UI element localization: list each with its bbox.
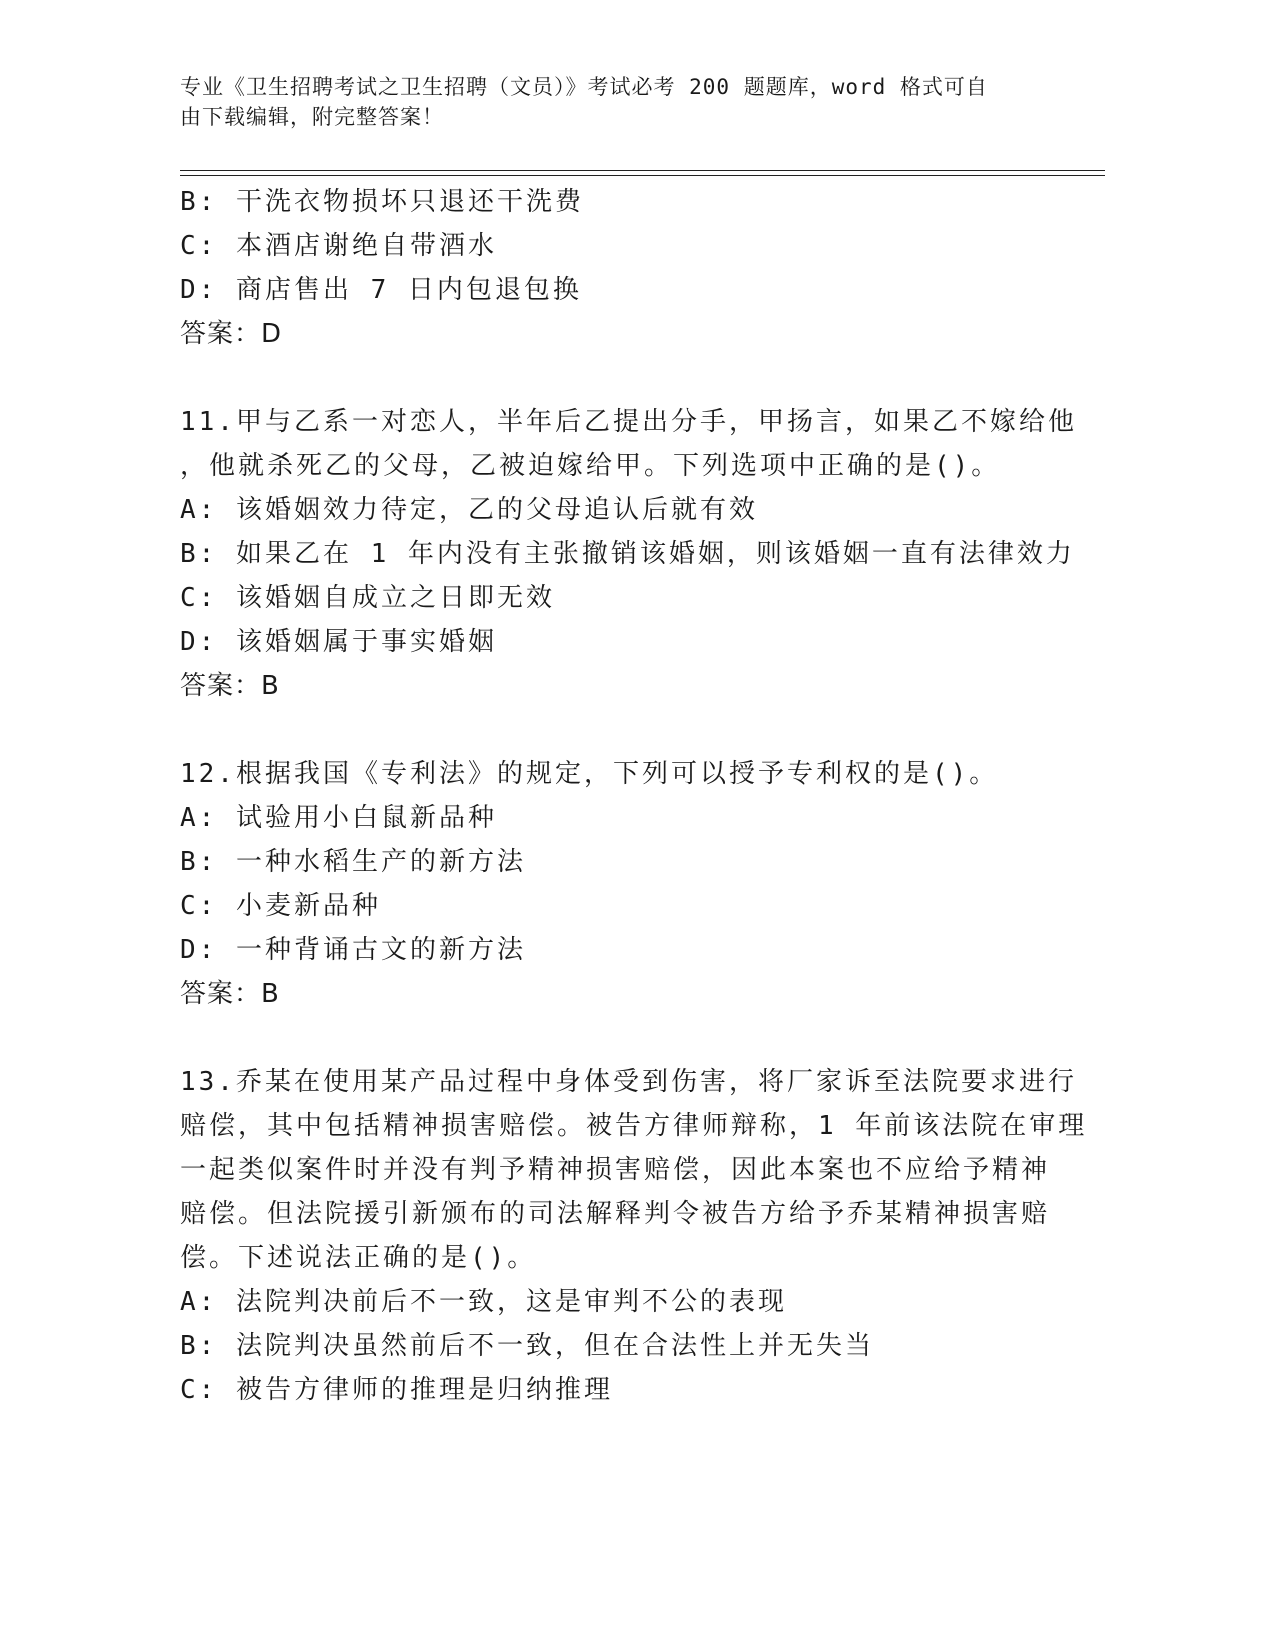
question-spacer xyxy=(180,356,1060,400)
option-d: D: 一种背诵古文的新方法 xyxy=(180,935,526,965)
document-header xyxy=(180,72,1040,132)
header-line-1: 专业《卫生招聘考试之卫生招聘（文员）》考试必考 200 题题库，word 格式可自 xyxy=(180,75,988,99)
option-a: A: 该婚姻效力待定，乙的父母追认后就有效 xyxy=(180,495,758,525)
option-c: C: 小麦新品种 xyxy=(180,891,381,921)
question-13 xyxy=(180,1060,1088,1412)
question-stem-line: 11.甲与乙系一对恋人，半年后乙提出分手，甲扬言，如果乙不嫁给他 xyxy=(180,407,1077,437)
option-c: C: 该婚姻自成立之日即无效 xyxy=(180,583,555,613)
question-stem-line: 赔偿，其中包括精神损害赔偿。被告方律师辩称，1 年前该法院在审理 xyxy=(180,1111,1088,1141)
header-line-2: 由下载编辑，附完整答案！ xyxy=(180,105,444,129)
option-b: B: 一种水稻生产的新方法 xyxy=(180,847,526,877)
answer-line: 答案：B xyxy=(180,979,280,1009)
question-stem-line: ，他就杀死乙的父母，乙被迫嫁给甲。下列选项中正确的是()。 xyxy=(180,451,1001,481)
option-d: D: 该婚姻属于事实婚姻 xyxy=(180,627,497,657)
option-c: C: 被告方律师的推理是归纳推理 xyxy=(180,1375,613,1405)
question-stem-line: 偿。下述说法正确的是()。 xyxy=(180,1243,537,1273)
option-d: D: 商店售出 7 日内包退包换 xyxy=(180,275,582,305)
option-b: B: 如果乙在 1 年内没有主张撤销该婚姻，则该婚姻一直有法律效力 xyxy=(180,539,1075,569)
answer-line: 答案：B xyxy=(180,671,280,701)
option-b: B: 法院判决虽然前后不一致，但在合法性上并无失当 xyxy=(180,1331,874,1361)
question-12 xyxy=(180,752,1060,1016)
question-11 xyxy=(180,400,1077,708)
question-spacer xyxy=(180,708,1060,752)
answer-line: 答案：D xyxy=(180,319,283,349)
question-stem-line: 赔偿。但法院援引新颁布的司法解释判令被告方给予乔某精神损害赔 xyxy=(180,1199,1051,1229)
option-a: A: 试验用小白鼠新品种 xyxy=(180,803,497,833)
question-10 xyxy=(180,180,1060,356)
question-spacer xyxy=(180,1016,1060,1060)
question-stem-line: 一起类似案件时并没有判予精神损害赔偿，因此本案也不应给予精神 xyxy=(180,1155,1051,1185)
option-a: A: 法院判决前后不一致，这是审判不公的表现 xyxy=(180,1287,787,1317)
header-divider-bottom xyxy=(180,175,1105,176)
question-list xyxy=(180,180,1088,1412)
question-stem-line: 13.乔某在使用某产品过程中身体受到伤害，将厂家诉至法院要求进行 xyxy=(180,1067,1077,1097)
option-c: C: 本酒店谢绝自带酒水 xyxy=(180,231,497,261)
question-stem-line: 12.根据我国《专利法》的规定，下列可以授予专利权的是()。 xyxy=(180,759,999,789)
option-b: B: 干洗衣物损坏只退还干洗费 xyxy=(180,187,584,217)
header-divider-top xyxy=(180,170,1105,171)
